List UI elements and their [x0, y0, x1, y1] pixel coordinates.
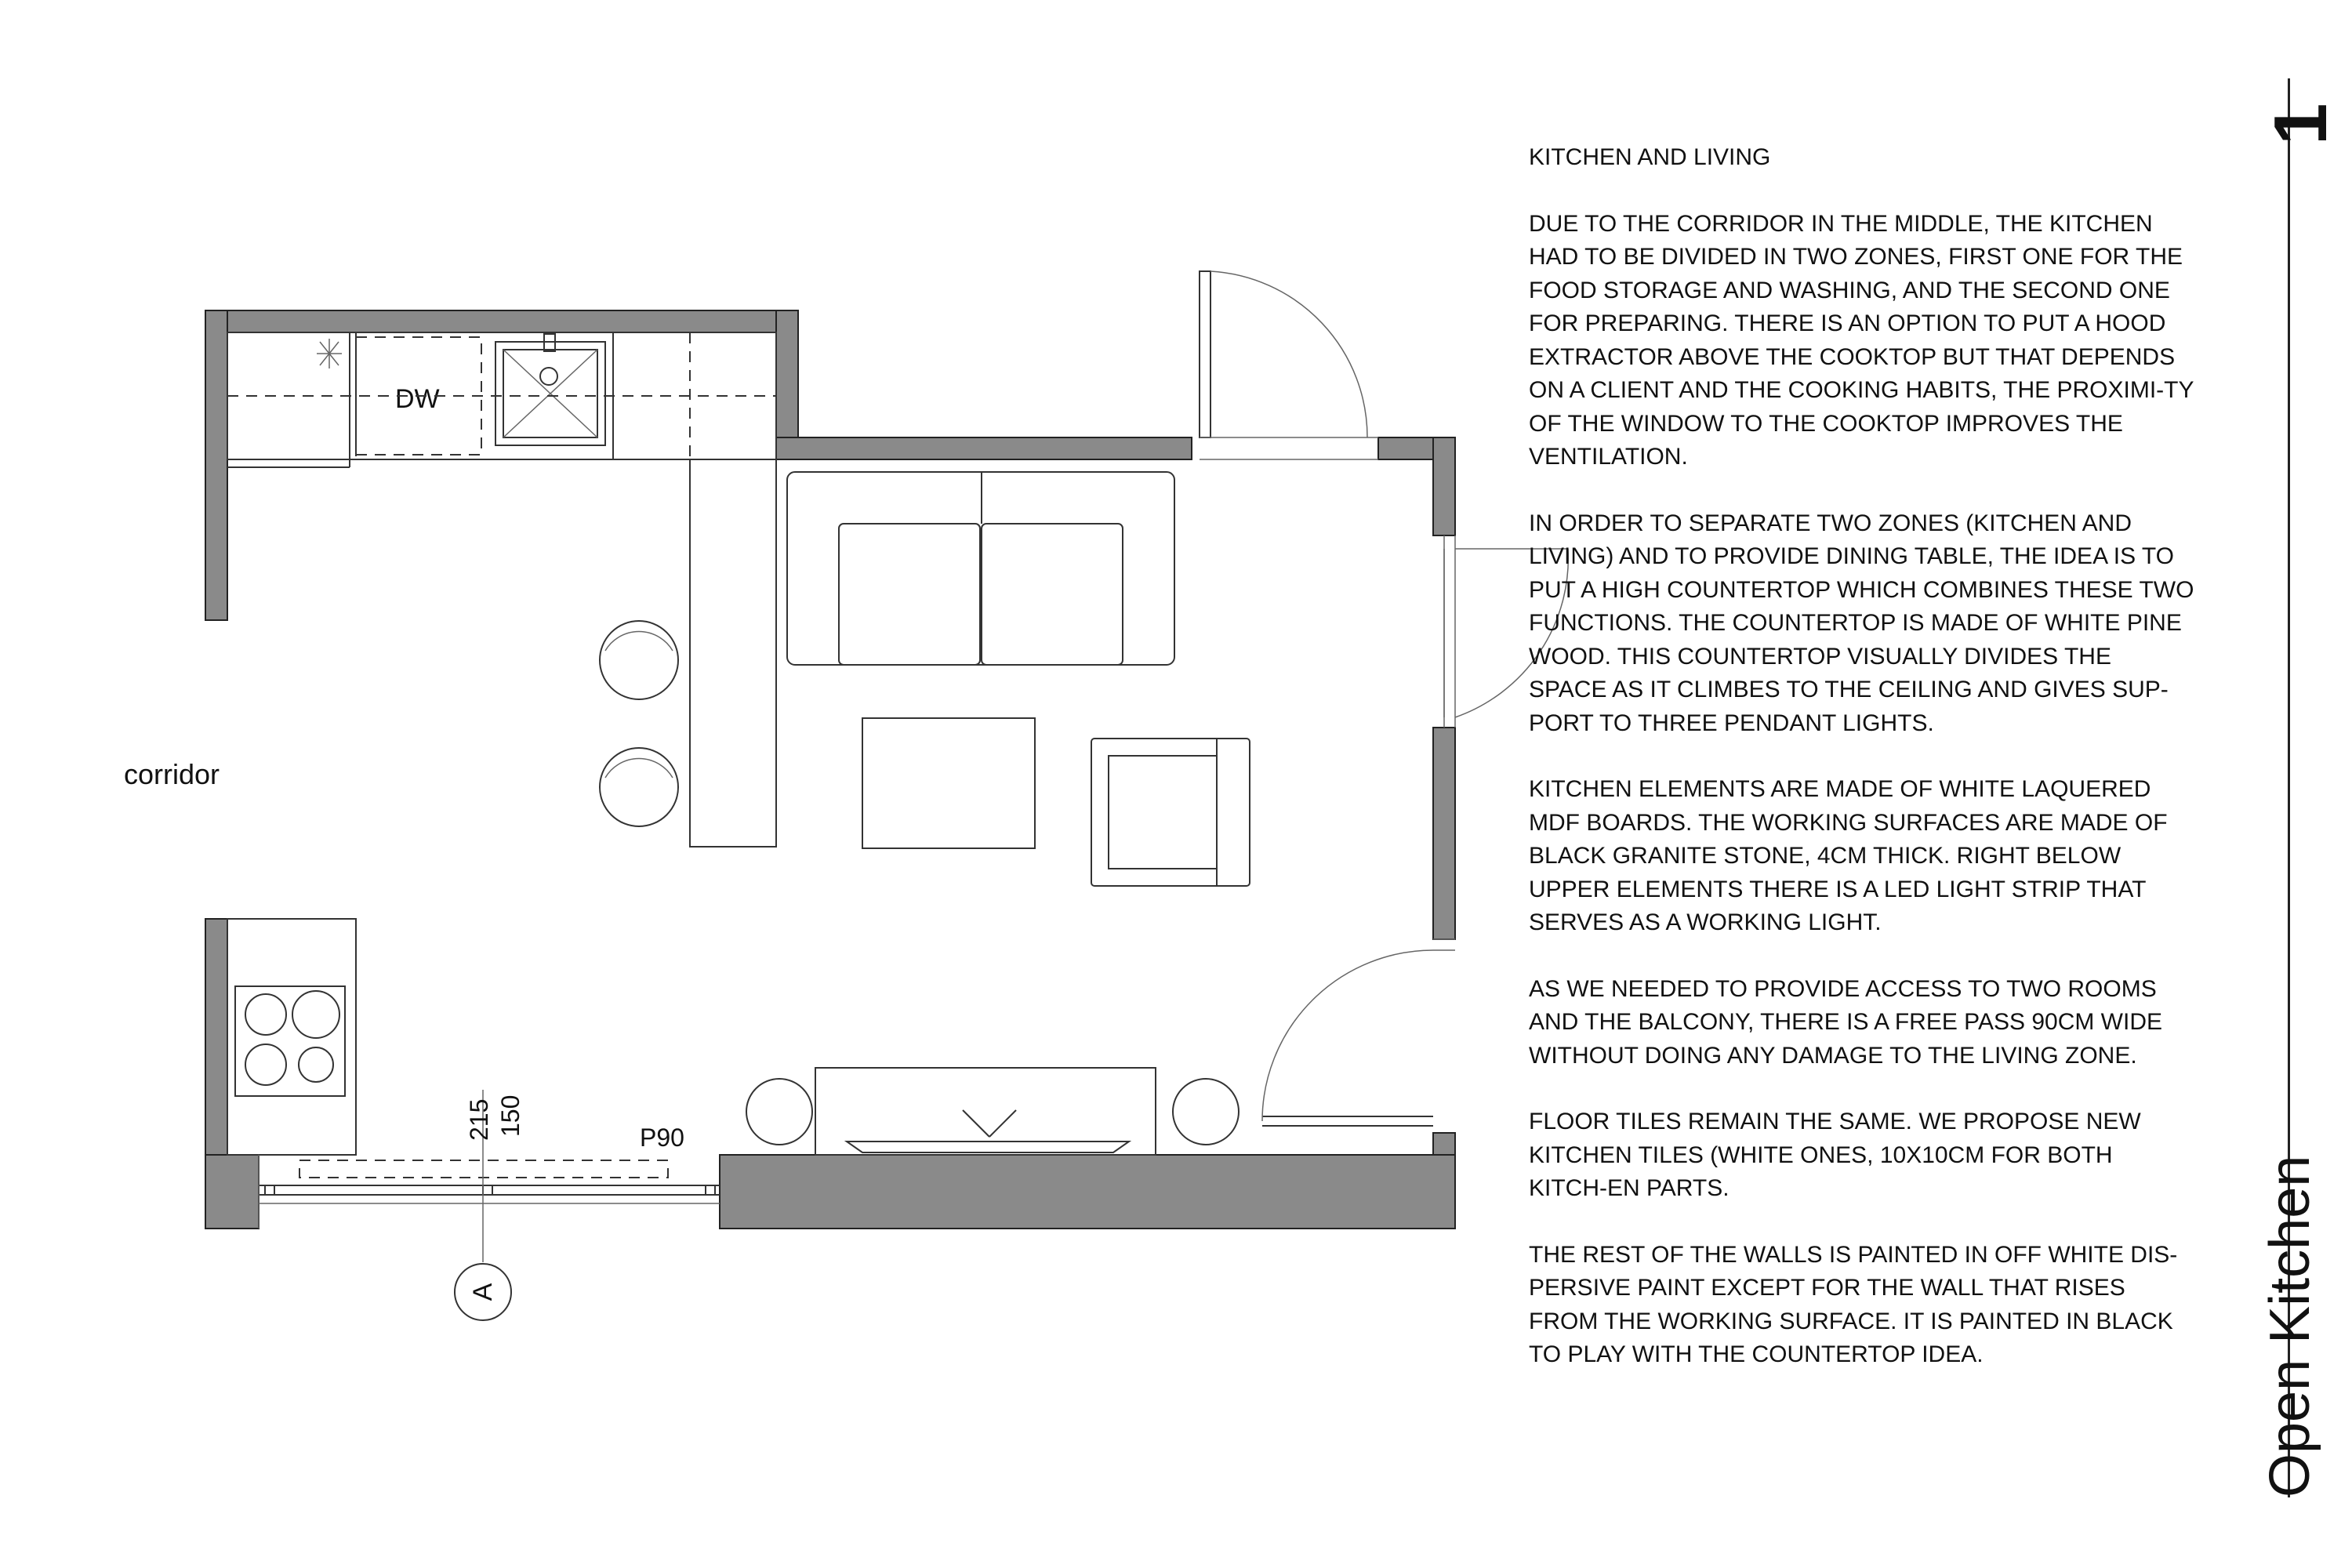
notes-title: KITCHEN AND LIVING — [1529, 144, 1771, 170]
sheet-title: Open Kitchen — [2259, 1155, 2321, 1497]
side-table-right — [1173, 1079, 1239, 1145]
window-sill-dashed — [299, 1160, 668, 1178]
sink-icon — [495, 334, 605, 445]
notes-paragraph-5: FLOOR TILES REMAIN THE SAME. WE PROPOSE NEW KITCHEN TILES (WHITE ONES, 10X10CM FOR BOTH KITCH-EN PARTS. — [1529, 1109, 2141, 1201]
high-countertop — [690, 459, 776, 847]
fridge-icon — [317, 339, 342, 368]
door-label-p90: P90 — [640, 1123, 684, 1152]
section-marker: A — [468, 1283, 498, 1301]
wall-bottom-right — [720, 1155, 1455, 1229]
description-notes — [1529, 141, 2195, 1405]
door-top — [1200, 271, 1378, 459]
notes-paragraph-4: AS WE NEEDED TO PROVIDE ACCESS TO TWO ROOMS AND THE BALCONY, THERE IS A FREE PASS 90CM WIDE WITHOUT DOING ANY DAMAGE TO THE LIVING ZONE. — [1529, 975, 2163, 1069]
bar-stool — [600, 748, 678, 826]
wall-right-middle — [1433, 728, 1455, 939]
dimension-215: 215 — [465, 1098, 493, 1141]
wall-bottom-left — [205, 1155, 259, 1229]
dishwasher-label: DW — [395, 384, 440, 414]
side-table-left — [746, 1079, 812, 1145]
wall-right-upper — [1433, 437, 1455, 535]
notes-paragraph-6: THE REST OF THE WALLS IS PAINTED IN OFF WHITE DIS-PERSIVE PAINT EXCEPT FOR THE WALL THAT RISES FROM THE WORKING SURFACE. IT IS PAINTED IN BLACK TO PLAY WITH THE COUNTERTOP IDEA. — [1529, 1241, 2178, 1367]
cooktop-icon — [235, 986, 345, 1096]
armchair — [1091, 739, 1250, 886]
sheet-number: 1 — [2259, 103, 2343, 145]
door-bottom-right — [1262, 939, 1455, 1126]
notes-paragraph-1: DUE TO THE CORRIDOR IN THE MIDDLE, THE KITCHEN HAD TO BE DIVIDED IN TWO ZONES, FIRST ONE FOR THE FOOD STORAGE AND WASHING, AND THE SECOND ONE FOR PREPARING. THERE IS AN OPTION TO PUT A HOOD EXTRACTOR ABOVE THE COOKTOP BUT THAT DEPENDS ON A CLIENT AND THE COOKING HABITS, THE PROXIMI-TY OF THE WINDOW TO THE COOKTOP IMPROVES THE VENTILATION. — [1529, 210, 2194, 470]
wall-top-kitchen — [205, 310, 798, 332]
wall-top-living — [776, 437, 1192, 459]
notes-paragraph-3: KITCHEN ELEMENTS ARE MADE OF WHITE LAQUERED MDF BOARDS. THE WORKING SURFACES ARE MADE OF BLACK GRANITE STONE, 4CM THICK. RIGHT BELOW UPPER ELEMENTS THERE IS A LED LIGHT STRIP THAT SERVES AS A WORKING LIGHT. — [1529, 776, 2168, 935]
bottom-window — [259, 1155, 720, 1229]
wall-left-upper — [205, 310, 227, 620]
dimension-150: 150 — [496, 1094, 524, 1137]
coffee-table — [862, 718, 1035, 848]
corridor-label: corridor — [124, 758, 220, 790]
bar-stool — [600, 621, 678, 699]
bar-stools — [600, 621, 678, 826]
lower-kitchen-counter — [227, 919, 356, 1155]
tv-unit — [815, 1068, 1156, 1155]
notes-paragraph-2: IN ORDER TO SEPARATE TWO ZONES (KITCHEN AND LIVING) AND TO PROVIDE DINING TABLE, THE IDEA IS TO PUT A HIGH COUNTERTOP WHICH COMBINES THESE TWO FUNCTIONS. THE COUNTERTOP IS MADE OF WHITE PINE WOOD. THIS COUNTERTOP VISUALLY DIVIDES THE SPACE AS IT CLIMBES TO THE CEILING AND GIVES SUP-PORT TO THREE PENDANT LIGHTS. — [1529, 510, 2194, 736]
sofa — [787, 472, 1174, 665]
